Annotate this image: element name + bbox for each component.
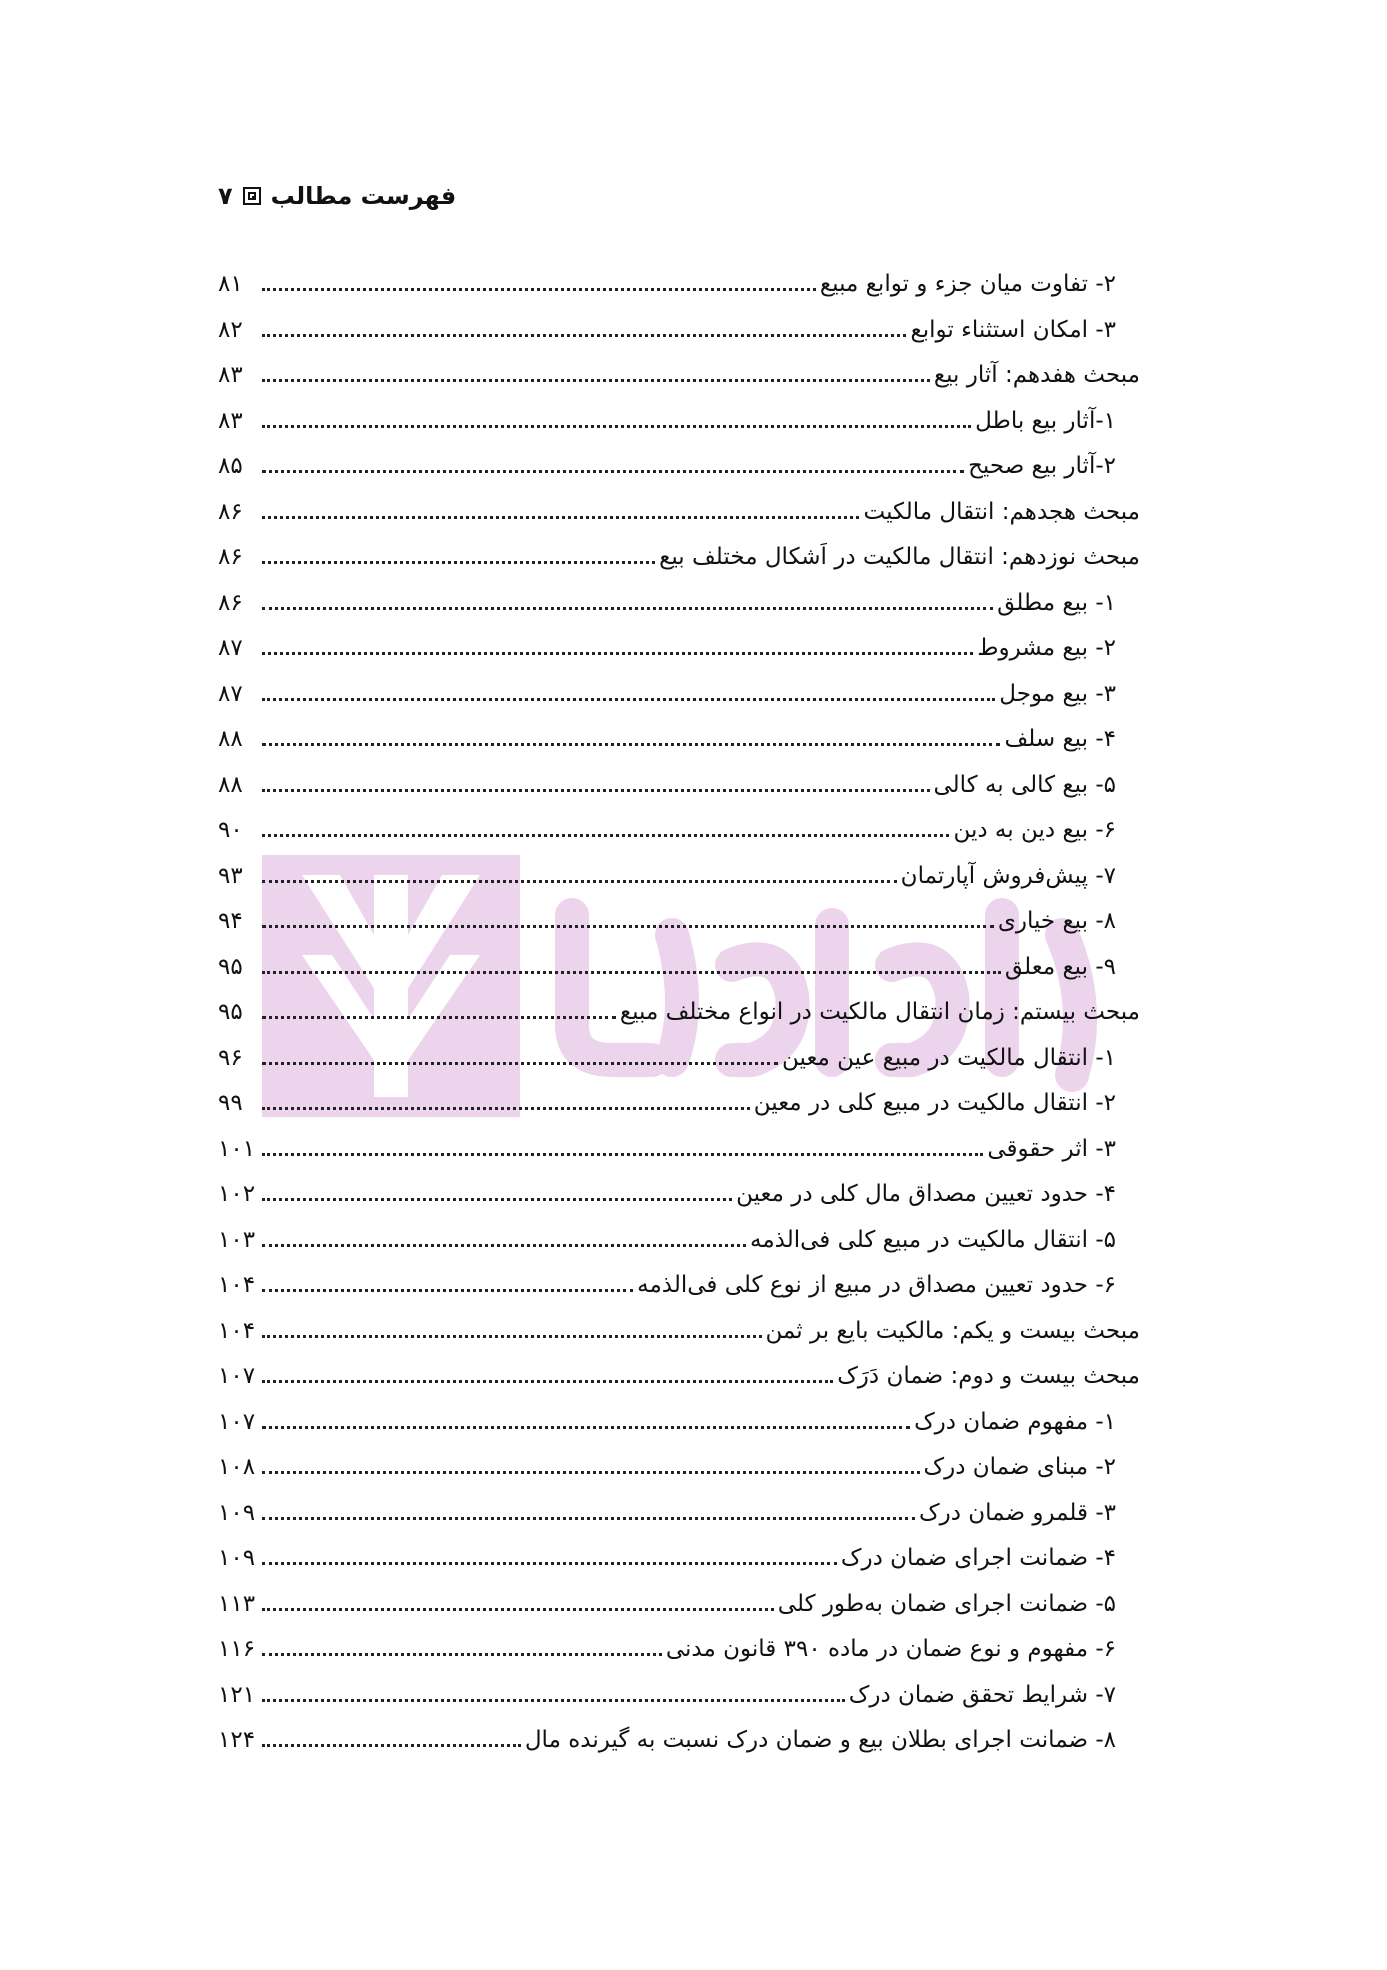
square-ornament-icon <box>243 187 261 205</box>
toc-entry[interactable] <box>218 1491 1140 1537</box>
toc-entry[interactable] <box>218 262 1140 308</box>
dot-leader <box>262 698 995 701</box>
toc-entry-title: مبحث بیستم: زمان انتقال مالکیت در انواع مختلف مبیع <box>619 999 1140 1026</box>
toc-entry[interactable] <box>218 1400 1140 1446</box>
toc-entry-title: ۲- بیع مشروط <box>977 635 1116 662</box>
toc-entry-title: ۴- بیع سلف <box>1004 726 1116 753</box>
toc-entry[interactable] <box>218 1718 1140 1764</box>
dot-leader <box>262 561 655 564</box>
toc-entry-page: ۹۵ <box>218 953 243 980</box>
toc-entry-page: ۸۸ <box>218 771 243 798</box>
toc-entry-title: ۵- بیع کالی به کالی <box>933 771 1116 798</box>
toc-entry[interactable] <box>218 490 1140 536</box>
toc-entry-page: ۸۳ <box>218 407 243 434</box>
dot-leader <box>262 470 964 473</box>
toc-entry[interactable] <box>218 535 1140 581</box>
toc-entry-page: ۹۵ <box>218 999 243 1026</box>
dot-leader <box>262 971 1001 974</box>
toc-entry-page: ۸۱ <box>218 271 243 298</box>
toc-entry[interactable] <box>218 945 1140 991</box>
dot-leader <box>262 1335 762 1338</box>
dot-leader <box>262 1653 662 1656</box>
toc-entry[interactable] <box>218 399 1140 445</box>
toc-entry-title: ۶- بیع دین به دین <box>953 817 1116 844</box>
toc-entry-page: ۸۶ <box>218 589 243 616</box>
dot-leader <box>262 834 949 837</box>
toc-entry-title: ۴- ضمانت اجرای ضمان درک <box>840 1545 1116 1572</box>
dot-leader <box>262 1244 746 1247</box>
toc-entry-page: ۹۹ <box>218 1090 243 1117</box>
dot-leader <box>262 1471 920 1474</box>
page-header <box>218 182 456 210</box>
toc-entry-title: ۱-آثار بیع باطل <box>975 407 1116 434</box>
toc-entry-page: ۹۰ <box>218 817 243 844</box>
toc-entry[interactable] <box>218 672 1140 718</box>
toc-entry-page: ۱۰۱ <box>218 1135 256 1162</box>
dot-leader <box>262 288 816 291</box>
toc-entry-title: ۱- انتقال مالکیت در مبیع عین معین <box>782 1044 1116 1071</box>
dot-leader <box>262 1016 616 1019</box>
toc-entry-title: ۳- بیع موجل <box>999 680 1116 707</box>
toc-entry-page: ۱۰۴ <box>218 1272 256 1299</box>
dot-leader <box>262 880 897 883</box>
toc-entry[interactable] <box>218 1582 1140 1628</box>
dot-leader <box>262 1608 774 1611</box>
toc-entry-title: ۱- مفهوم ضمان درک <box>914 1408 1116 1435</box>
dot-leader <box>262 1380 833 1383</box>
dot-leader <box>262 1744 521 1747</box>
toc-entry-title: ۳- امکان استثناء توابع <box>910 316 1116 343</box>
toc-entry-title: ۳- اثر حقوقی <box>987 1135 1116 1162</box>
toc-entry-title: ۵- ضمانت اجرای ضمان به‌طور کلی <box>777 1590 1116 1617</box>
toc-entry-page: ۸۶ <box>218 544 243 571</box>
toc-entry[interactable] <box>218 444 1140 490</box>
toc-entry-title: ۶- حدود تعیین مصداق در مبیع از نوع کلی فی‌الذمه <box>637 1272 1116 1299</box>
toc-entry-page: ۹۴ <box>218 908 243 935</box>
toc-entry-page: ۱۰۸ <box>218 1454 256 1481</box>
toc-entry[interactable] <box>218 763 1140 809</box>
toc-entry[interactable] <box>218 308 1140 354</box>
toc-entry[interactable] <box>218 581 1140 627</box>
toc-entry-title: ۱- بیع مطلق <box>997 589 1116 616</box>
page-title: فهرست مطالب <box>270 182 457 210</box>
toc-entry-page: ۸۷ <box>218 635 243 662</box>
dot-leader <box>262 1198 732 1201</box>
toc-entry[interactable] <box>218 1263 1140 1309</box>
toc-entry[interactable] <box>218 1627 1140 1673</box>
toc-entry-title: ۷- شرایط تحقق ضمان درک <box>848 1681 1116 1708</box>
page-number: ۷ <box>218 182 233 210</box>
toc-entry-page: ۹۳ <box>218 862 243 889</box>
toc-entry-title: مبحث بیست و یکم: مالکیت بایع بر ثمن <box>765 1317 1140 1344</box>
dot-leader <box>262 425 971 428</box>
toc-entry-page: ۱۰۲ <box>218 1181 256 1208</box>
toc-entry-title: ۲-آثار بیع صحیح <box>968 453 1116 480</box>
toc-entry-title: ۶- مفهوم و نوع ضمان در ماده ۳۹۰ قانون مدنی <box>665 1636 1116 1663</box>
toc-entry-title: ۲- تفاوت میان جزء و توابع مبیع <box>819 271 1116 298</box>
dot-leader <box>262 1062 778 1065</box>
toc-entry-page: ۱۲۴ <box>218 1727 256 1754</box>
toc-entry-title: ۸- ضمانت اجرای بطلان بیع و ضمان درک نسبت به گیرنده مال <box>524 1727 1116 1754</box>
toc-entry[interactable] <box>218 353 1140 399</box>
toc-entry[interactable] <box>218 626 1140 672</box>
toc-entry[interactable] <box>218 808 1140 854</box>
toc-entry[interactable] <box>218 1172 1140 1218</box>
dot-leader <box>262 743 1000 746</box>
toc-entry[interactable] <box>218 1536 1140 1582</box>
dot-leader <box>262 334 906 337</box>
toc-entry[interactable] <box>218 1445 1140 1491</box>
dot-leader <box>262 379 930 382</box>
toc-entry[interactable] <box>218 854 1140 900</box>
toc-entry[interactable] <box>218 990 1140 1036</box>
toc-entry[interactable] <box>218 1354 1140 1400</box>
toc-entry-page: ۸۵ <box>218 453 243 480</box>
toc-entry-title: مبحث نوزدهم: انتقال مالکیت در اَشکال مختلف بیع <box>659 544 1140 571</box>
toc-entry[interactable] <box>218 1309 1140 1355</box>
toc-entry-title: ۸- بیع خیاری <box>997 908 1116 935</box>
toc-entry[interactable] <box>218 1218 1140 1264</box>
toc-entry-page: ۱۰۹ <box>218 1499 256 1526</box>
toc-entry-title: ۲- مبنای ضمان درک <box>923 1454 1116 1481</box>
toc-entry-title: ۹- بیع معلق <box>1004 953 1116 980</box>
toc-entry-page: ۱۰۹ <box>218 1545 256 1572</box>
toc-entry-title: مبحث هجدهم: انتقال مالکیت <box>863 498 1140 525</box>
dot-leader <box>262 1107 750 1110</box>
toc-entry-page: ۱۰۷ <box>218 1363 256 1390</box>
toc-entry-page: ۱۰۴ <box>218 1317 256 1344</box>
toc-entry[interactable] <box>218 717 1140 763</box>
toc-entry[interactable] <box>218 899 1140 945</box>
toc-entry-page: ۸۳ <box>218 362 243 389</box>
toc-entry-page: ۱۰۷ <box>218 1408 256 1435</box>
toc-entry[interactable] <box>218 1036 1140 1082</box>
toc-entry-title: ۳- قلمرو ضمان درک <box>919 1499 1116 1526</box>
toc-entry-page: ۱۰۳ <box>218 1226 256 1253</box>
dot-leader <box>262 1153 983 1156</box>
dot-leader <box>262 925 994 928</box>
dot-leader <box>262 1562 837 1565</box>
toc-entry-page: ۹۶ <box>218 1044 243 1071</box>
toc-entry[interactable] <box>218 1673 1140 1719</box>
dot-leader <box>262 1426 910 1429</box>
toc-entry-page: ۸۸ <box>218 726 243 753</box>
toc-entry-page: ۱۲۱ <box>218 1681 256 1708</box>
toc-entry-title: مبحث هفدهم: آثار بیع <box>933 362 1140 389</box>
toc-entry[interactable] <box>218 1081 1140 1127</box>
dot-leader <box>262 1517 915 1520</box>
dot-leader <box>262 516 859 519</box>
toc-entry-title: ۷- پیش‌فروش آپارتمان <box>900 862 1116 889</box>
toc-entry-title: ۵- انتقال مالکیت در مبیع کلی فی‌الذمه <box>750 1226 1116 1253</box>
dot-leader <box>262 652 973 655</box>
dot-leader <box>262 607 993 610</box>
toc-entry-title: ۲- انتقال مالکیت در مبیع کلی در معین <box>753 1090 1116 1117</box>
toc-entry[interactable] <box>218 1127 1140 1173</box>
dot-leader <box>262 1699 845 1702</box>
toc-entry-title: مبحث بیست و دوم: ضمان دَرَک <box>837 1363 1140 1390</box>
dot-leader <box>262 1289 633 1292</box>
toc-entry-page: ۸۲ <box>218 316 243 343</box>
table-of-contents <box>218 262 1140 1764</box>
toc-entry-page: ۱۱۶ <box>218 1636 256 1663</box>
toc-entry-title: ۴- حدود تعیین مصداق مال کلی در معین <box>736 1181 1116 1208</box>
dot-leader <box>262 789 930 792</box>
toc-entry-page: ۸۷ <box>218 680 243 707</box>
toc-entry-page: ۱۱۳ <box>218 1590 256 1617</box>
toc-entry-page: ۸۶ <box>218 498 243 525</box>
